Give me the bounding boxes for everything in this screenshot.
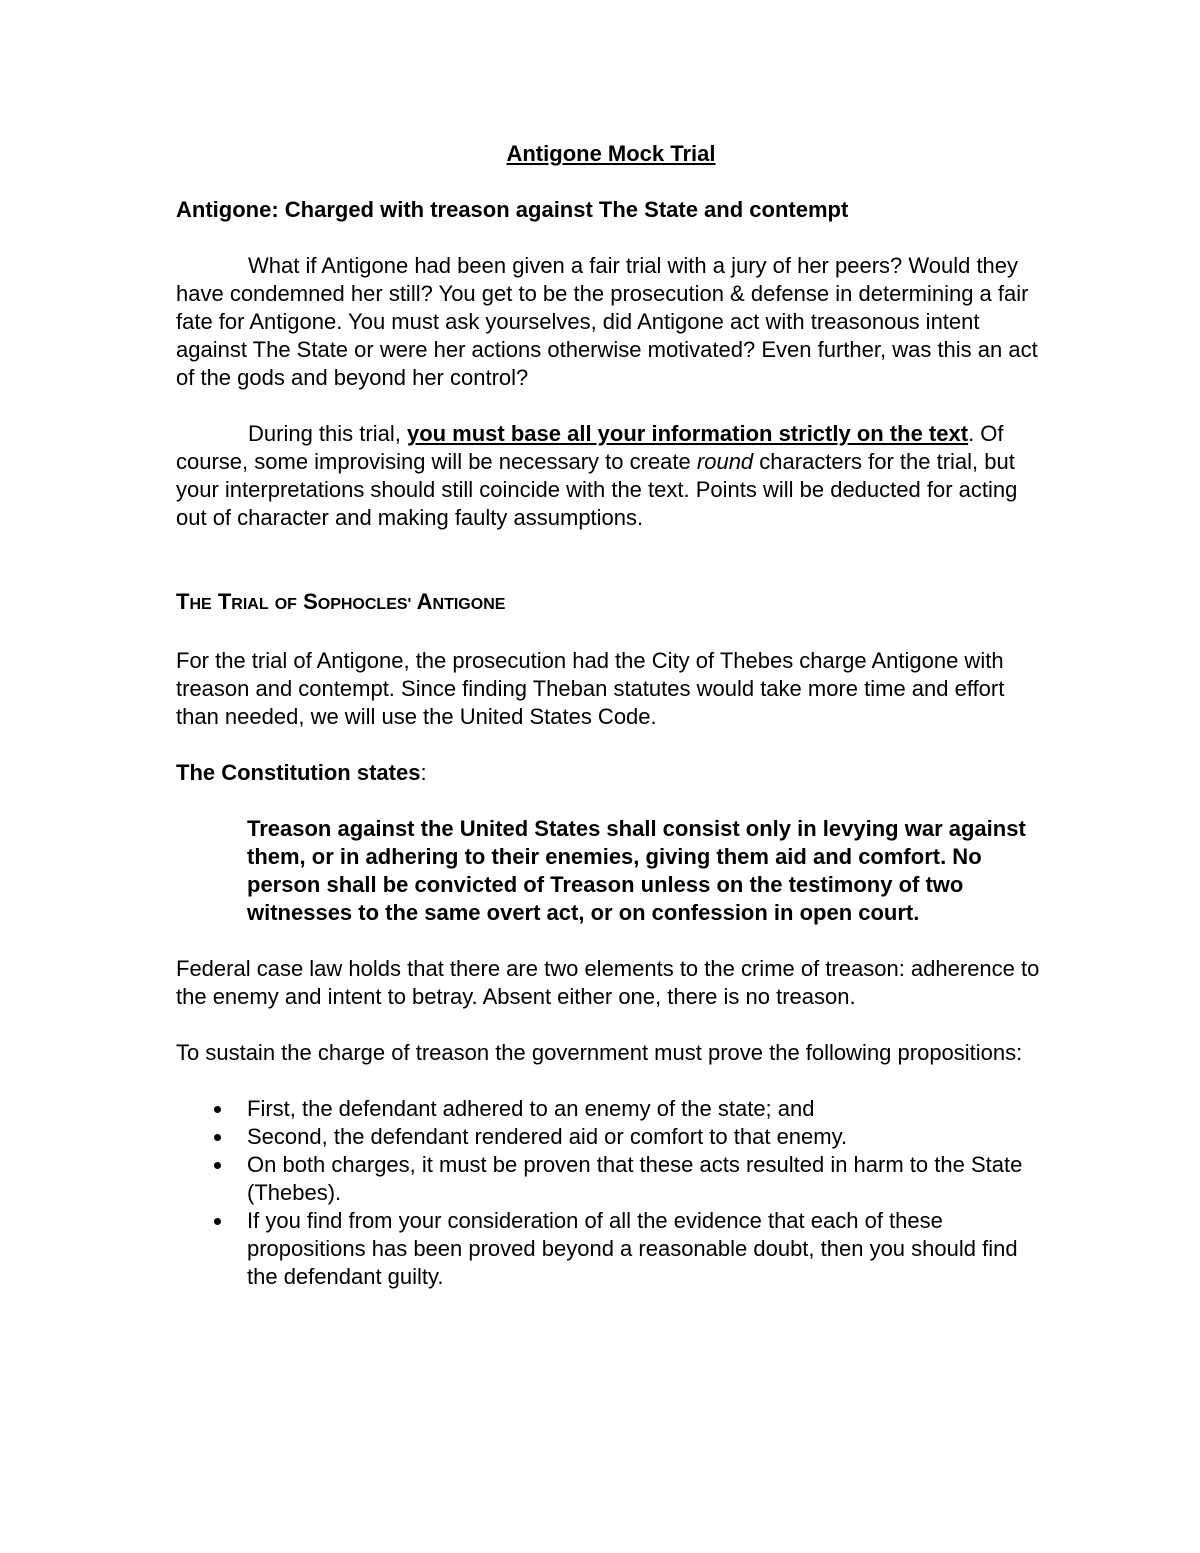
trial-middle-text: . Of course, some improvising will be necessary to create xyxy=(176,421,1004,474)
list-item: If you find from your consideration of all the evidence that each of these propositions has been proved beyond a reasonable doubt, then you should find the defendant guilty. xyxy=(176,1207,1046,1291)
bullet-icon xyxy=(214,1134,221,1141)
case-law-paragraph: Federal case law holds that there are two elements to the crime of treason: adherence to the enemy and intent to betray. Absent either one, there is no treason. xyxy=(176,956,1040,1009)
bullet-icon xyxy=(214,1106,221,1113)
document-title: Antigone Mock Trial xyxy=(506,141,716,166)
italic-word: round xyxy=(696,449,754,474)
trial-rest-text: characters for the trial, but your interpretations should still coincide with the text. Points will be deducted for acting out of character and making faulty assumptions. xyxy=(176,449,1018,530)
propositions-intro: To sustain the charge of treason the government must prove the following propositions: xyxy=(176,1040,1023,1065)
constitution-label: The Constitution states: xyxy=(176,760,427,785)
emphasis-text: you must base all your information strictly on the text xyxy=(406,421,969,446)
constitution-quote: Treason against the United States shall consist only in levying war against them, or in adhering to their enemies, giving them aid and comfort. No person shall be convicted of Treason unless on the testimony of two witnesses to the same overt act, or on confession in open court. xyxy=(247,816,1026,925)
propositions-list xyxy=(176,1095,1046,1207)
list-item: On both charges, it must be proven that these acts resulted in harm to the State (Thebes). xyxy=(176,1151,1046,1207)
trial-intro-paragraph: For the trial of Antigone, the prosecution had the City of Thebes charge Antigone with treason and contempt. Since finding Theban statutes would take more time and effort than needed, we will use the United States Code. xyxy=(176,648,1005,729)
section-heading: THE TRIAL OF SOPHOCLES' ANTIGONE xyxy=(176,589,506,614)
charge-line: Antigone: Charged with treason against The State and contempt xyxy=(176,197,849,222)
list-item: First, the defendant adhered to an enemy of the state; and xyxy=(176,1095,1046,1123)
document-page xyxy=(176,140,1046,1291)
list-item: Second, the defendant rendered aid or comfort to that enemy. xyxy=(176,1123,1046,1151)
trial-instructions-paragraph xyxy=(176,420,1046,532)
bullet-icon xyxy=(214,1218,221,1225)
intro-paragraph: What if Antigone had been given a fair trial with a jury of her peers? Would they have condemned her still? You get to be the prosecution & defense in determining a fair fate for Antigone. You must ask yourselves, did Antigone act with treasonous intent against The State or were her actions otherwise motivated? Even further, was this an act of the gods and beyond her control? xyxy=(176,253,1038,390)
trial-lead-text: During this trial, xyxy=(248,421,407,446)
bullet-icon xyxy=(214,1162,221,1169)
verdict-list xyxy=(176,1207,1046,1291)
